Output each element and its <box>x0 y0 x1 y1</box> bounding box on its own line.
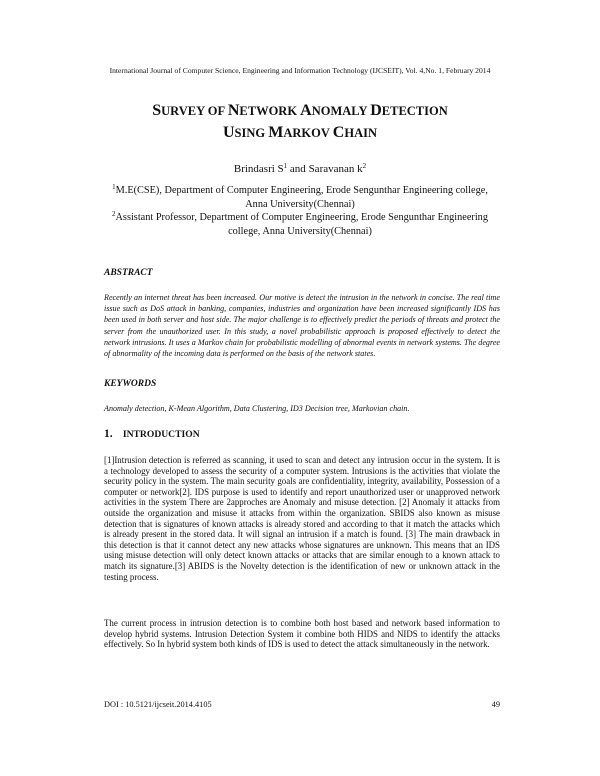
keywords-heading: KEYWORDS <box>104 379 157 389</box>
author-name: Saravanan k <box>308 163 363 175</box>
affiliation: $^2$Assistant Professor, Department of Computer Engineering, Erode Sengunthar Engineering college, Anna University(Chennai) <box>112 210 488 237</box>
journal-header: International Journal of Computer Science, Engineering and Information Technology (IJCSEIT), Vol. 4,No. 1, February 2014 <box>109 66 491 75</box>
abstract-text: Recently an internet threat has been increased. Our motive is detect the intrusion in the network in concise. The real time issue such as DoS attack in banking, companies, industries and organization have been increased significantly IDS has been used in both server and host side. The major challenge is to effectively predict the periods of threats and protect the server from the unauthorized user. In this study, a novel probabilistic approach is proposed effectively to detect the network intrusions. It uses a Markov chain for probabilistic modelling of abnormal events in network systems. The degree of abnormality of the incoming data is performed on the basis of the network states. <box>104 293 500 359</box>
abstract-heading: ABSTRACT <box>104 268 153 278</box>
author-name: Brindasri S <box>233 163 284 175</box>
section-heading: 1. INTRODUCTION <box>104 428 200 440</box>
affiliation: $^1$M.E(CSE), Department of Computer Engineering, Erode Sengunthar Engineering college, Anna University(Chennai) <box>112 183 488 210</box>
intro-paragraph-1: [1]Intrusion detection is referred as scanning, it used to scan and detect any intrusion occur in the system. It is a technology developed to assess the security of a computer system. Intrusions is the activities that violate the security policy in the system. The main security goals are confidentiality, integrity, availability, Possession of a computer or network[2]. IDS purpose is used to identify and report unauthorized user or unapproved network activities in the system There are 2approches are Anomaly and misuse detection. [2] Anomaly it attacks from outside the organization and misuse it attacks from within the organization. SBIDS also known as misuse detection that is signatures of known attacks is already stored and according to that it match the attacks which is already present in the stored data. It will signal an intrusion if a match is found. [3] The main drawback in this detection is that it cannot detect any new attacks whose signatures are unknown. This means that an IDS using misuse detection will only detect known attacks or attacks that are similar enough to a known attack to match its signature.[3] ABIDS is the Novelty detection is the identification of new or unknown attack in the testing process. <box>104 455 500 582</box>
title-line-1: SURVEY OF NETWORK ANOMALY DETECTION <box>152 102 448 119</box>
author-list: Brindasri $S^1$ and Saravanan $k^2$ <box>233 162 367 175</box>
intro-paragraph-2: The current process in intrusion detection is to combine both host based and network based information to develop hybrid systems. Intrusion Detection System it combine both HIDS and NIDS to identify the attacks effectively. So In hybrid system both kinds of IDS is used to detect the attack simultaneously in the network. <box>104 618 500 650</box>
keywords-text: Anomaly detection, K-Mean Algorithm, Data Clustering, ID3 Decision tree, Markovian chain. <box>104 404 410 413</box>
paper-title <box>0 100 600 144</box>
title-line-2: USING MARKOV CHAIN <box>222 124 378 141</box>
affiliations <box>105 184 495 238</box>
doi-footer: DOI : 10.5121/ijcseit.2014.4105 <box>104 700 212 709</box>
page-number: 49 <box>491 700 500 709</box>
